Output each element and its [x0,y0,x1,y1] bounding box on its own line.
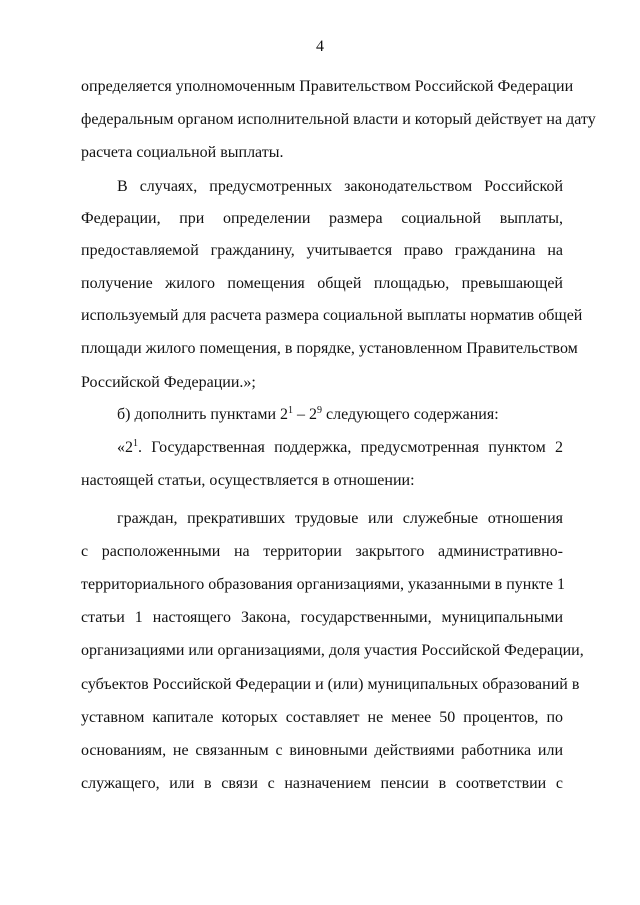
text-line: настоящей статьи, осуществляется в отношении: [81,472,415,489]
superscript: 9 [317,405,323,416]
superscript: 1 [133,438,138,449]
text-line [117,405,563,425]
text-line: территориального образования организациями, указанными в пункте 1 [81,576,565,593]
text-line: определяется уполномоченным Правительством Российской Федерации [81,78,574,95]
text-line: статьи 1 настоящего Закона, государственными, муниципальными [81,609,563,626]
text-fragment: следующего содержания: [322,406,499,423]
text-line: федеральным органом исполнительной власти и который действует на дату [81,111,596,128]
text-line: уставном капитале которых составляет не менее 50 процентов, по [81,709,563,726]
text-line: Федерации, при определении размера социальной выплаты, [81,210,563,227]
text-fragment: б) дополнить пунктами 2 [117,406,289,423]
text-line: площади жилого помещения, в порядке, установленном Правительством [81,340,578,357]
superscript: 1 [288,405,294,416]
text-line: с расположенными на территории закрытого административно- [81,543,563,560]
text-line: субъектов Российской Федерации и (или) муниципальных образований в [81,676,580,693]
text-line: расчета социальной выплаты. [81,144,284,161]
text-fragment: . Государственная поддержка, предусмотренная пунктом 2 [138,439,563,456]
text-fragment: «2 [117,439,133,456]
text-line: организациями или организациями, доля участия Российской Федерации, [81,642,584,659]
page-number: 4 [316,38,324,55]
text-line: получение жилого помещения общей площадью, превышающей [81,275,563,292]
text-line: служащего, или в связи с назначением пенсии в соответствии с [81,775,563,792]
text-line: предоставляемой гражданину, учитывается право гражданина на [81,242,563,259]
text-line: Российской Федерации.»; [81,374,256,391]
text-line: используемый для расчета размера социальной выплаты норматив общей [81,307,583,324]
text-fragment: – 2 [293,406,318,423]
text-line [117,438,563,458]
text-line: граждан, прекративших трудовые или служебные отношения [117,510,563,527]
text-line: В случаях, предусмотренных законодательством Российской [117,178,563,195]
text-line: основаниям, не связанным с виновными действиями работника или [81,742,563,759]
